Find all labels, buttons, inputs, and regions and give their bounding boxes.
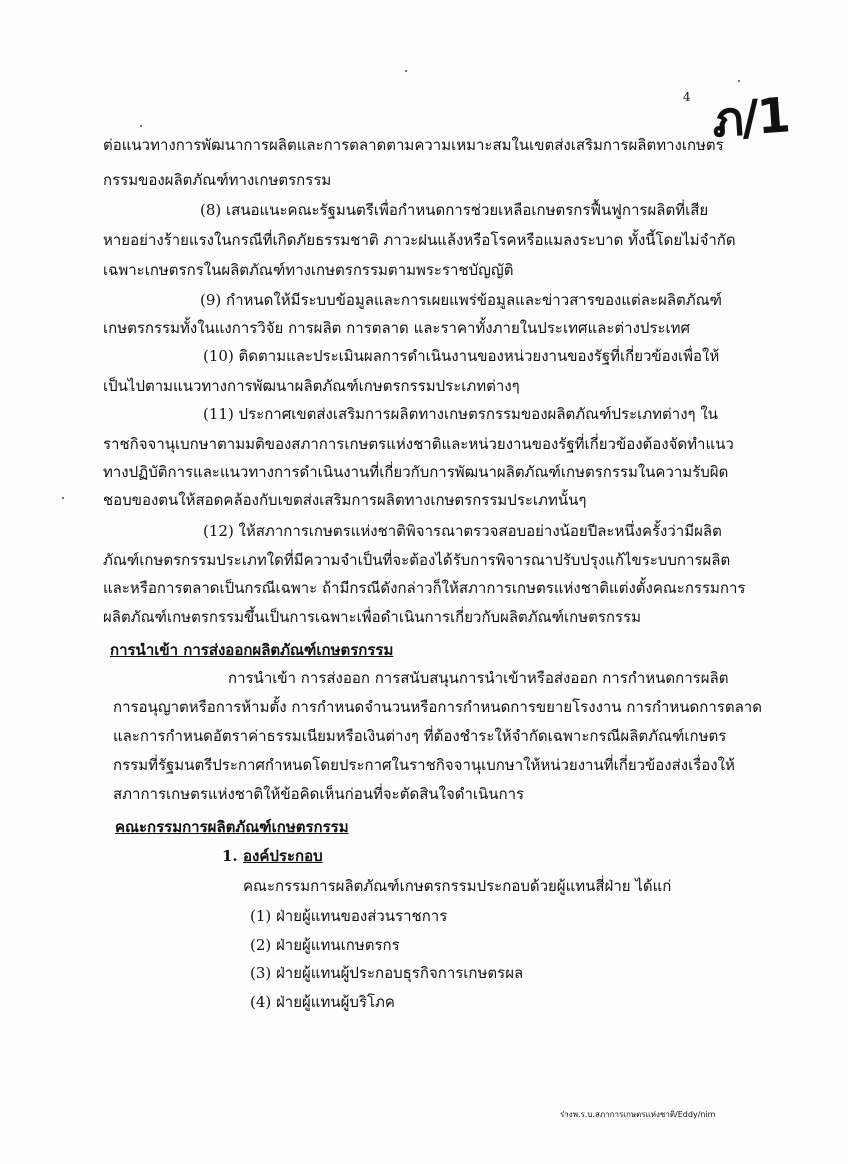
text-line: การอนุญาตหรือการห้ามตั้ง การกำหนดจำนวนหรือการกำหนดการขยายโรงงาน การกำหนดการตลาด <box>113 698 762 716</box>
text-line: ชอบของตนให้สอดคล้องกับเขตส่งเสริมการผลิตทางเกษตรกรรมประเภทนั้นๆ <box>103 491 587 509</box>
list-item: (3) ฝ่ายผู้แทนผู้ประกอบธุรกิจการเกษตรผล <box>250 964 524 982</box>
text-line: ราชกิจจานุเบกษาตามมติของสภาการเกษตรแห่งชาติและหน่วยงานของรัฐที่เกี่ยวข้องต้องจัดทำแนว <box>103 435 734 453</box>
text-line: (9) กำหนดให้มีระบบข้อมูลและการเผยแพร่ข้อมูลและข่าวสารของแต่ละผลิตภัณฑ์ <box>200 291 723 309</box>
text-line: และการกำหนดอัตราค่าธรรมเนียมหรือเงินต่างๆ ที่ต้องชำระให้จำกัดเฉพาะกรณีผลิตภัณฑ์เกษตร <box>113 727 727 745</box>
scan-speck <box>405 70 407 72</box>
text-line: เกษตรกรรมทั้งในแงการวิจัย การผลิต การตลาด และราคาทั้งภายในประเทศและต่างประเทศ <box>103 319 691 337</box>
text-line: สภาการเกษตรแห่งชาติให้ข้อคิดเห็นก่อนที่จะตัดสินใจดำเนินการ <box>113 785 525 803</box>
text-line: (10) ติดตามและประเมินผลการดำเนินงานของหน่วยงานของรัฐที่เกี่ยวข้องเพื่อให้ <box>203 347 720 365</box>
text-line: (12) ให้สภาการเกษตรแห่งชาติพิจารณาตรวจสอบอย่างน้อยปีละหนึ่งครั้งว่ามีผลิต <box>203 522 722 540</box>
subsection-number: 1. <box>222 847 238 865</box>
text-line: (8) เสนอแนะคณะรัฐมนตรีเพื่อกำหนดการช่วยเหลือเกษตรกรฟื้นฟูการผลิตที่เสีย <box>200 201 709 219</box>
list-item: (1) ฝ่ายผู้แทนของส่วนราชการ <box>250 907 448 925</box>
text-line: (11) ประกาศเขตส่งเสริมการผลิตทางเกษตรกรรมของผลิตภัณฑ์ประเภทต่างๆ ใน <box>203 405 718 423</box>
subsection-heading-composition: องค์ประกอบ <box>243 847 323 865</box>
text-line: เฉพาะเกษตรกรในผลิตภัณฑ์ทางเกษตรกรรมตามพระราชบัญญัติ <box>103 261 514 279</box>
text-line: เป็นไปตามแนวทางการพัฒนาผลิตภัณฑ์เกษตรกรรมประเภทต่างๆ <box>103 377 520 395</box>
text-line: กรรมที่รัฐมนตรีประกาศกำหนดโดยประกาศในราชกิจจานุเบกษาให้หน่วยงานที่เกี่ยวข้องส่งเรื่องให้ <box>113 756 735 774</box>
scan-speck <box>62 497 64 499</box>
page-number: 4 <box>683 90 691 104</box>
scan-speck <box>738 80 740 82</box>
text-line: คณะกรรมการผลิตภัณฑ์เกษตรกรรมประกอบด้วยผู้แทนสี่ฝ่าย ได้แก่ <box>243 877 672 895</box>
text-line: ต่อแนวทางการพัฒนาการผลิตและการตลาดตามความเหมาะสมในเขตส่งเสริมการผลิตทางเกษตร <box>103 136 724 154</box>
section-heading-committee: คณะกรรมการผลิตภัณฑ์เกษตรกรรม <box>115 818 349 836</box>
text-line: หายอย่างร้ายแรงในกรณีที่เกิดภัยธรรมชาติ ภาวะฝนแล้งหรือโรคหรือแมลงระบาด ทั้งนี้โดยไม่จำกัด <box>103 231 736 249</box>
text-line: ผลิตภัณฑ์เกษตรกรรมขึ้นเป็นการเฉพาะเพื่อดำเนินการเกี่ยวกับผลิตภัณฑ์เกษตรกรรม <box>103 608 642 626</box>
text-line: ทางปฏิบัติการและแนวทางการดำเนินงานที่เกี่ยวกับการพัฒนาผลิตภัณฑ์เกษตรกรรมในความรับผิด <box>103 463 729 481</box>
text-line: และหรือการตลาดเป็นกรณีเฉพาะ ถ้ามีกรณีดังกล่าวก็ให้สภาการเกษตรแห่งชาติแต่งตั้งคณะกรรมการ <box>103 579 746 597</box>
handwritten-page-mark: ภ/1 <box>710 87 791 149</box>
text-line: กรรมของผลิตภัณฑ์ทางเกษตรกรรม <box>103 171 332 189</box>
text-line: ภัณฑ์เกษตรกรรมประเภทใดที่มีความจำเป็นที่จะต้องได้รับการพิจารณาปรับปรุงแก้ไขระบบการผลิต <box>103 551 731 569</box>
list-item: (4) ฝ่ายผู้แทนผู้บริโภค <box>250 993 395 1011</box>
section-heading-import-export: การนำเข้า การส่งออกผลิตภัณฑ์เกษตรกรรม <box>110 641 394 659</box>
list-item: (2) ฝ่ายผู้แทนเกษตรกร <box>250 936 400 954</box>
text-line: การนำเข้า การส่งออก การสนับสนุนการนำเข้าหรือส่งออก การกำหนดการผลิต <box>228 669 729 687</box>
scan-speck <box>140 125 142 127</box>
footer-reference: ร่างพ.ร.บ.สภาการเกษตรแห่งชาติ/Eddy/nim <box>560 1110 716 1119</box>
